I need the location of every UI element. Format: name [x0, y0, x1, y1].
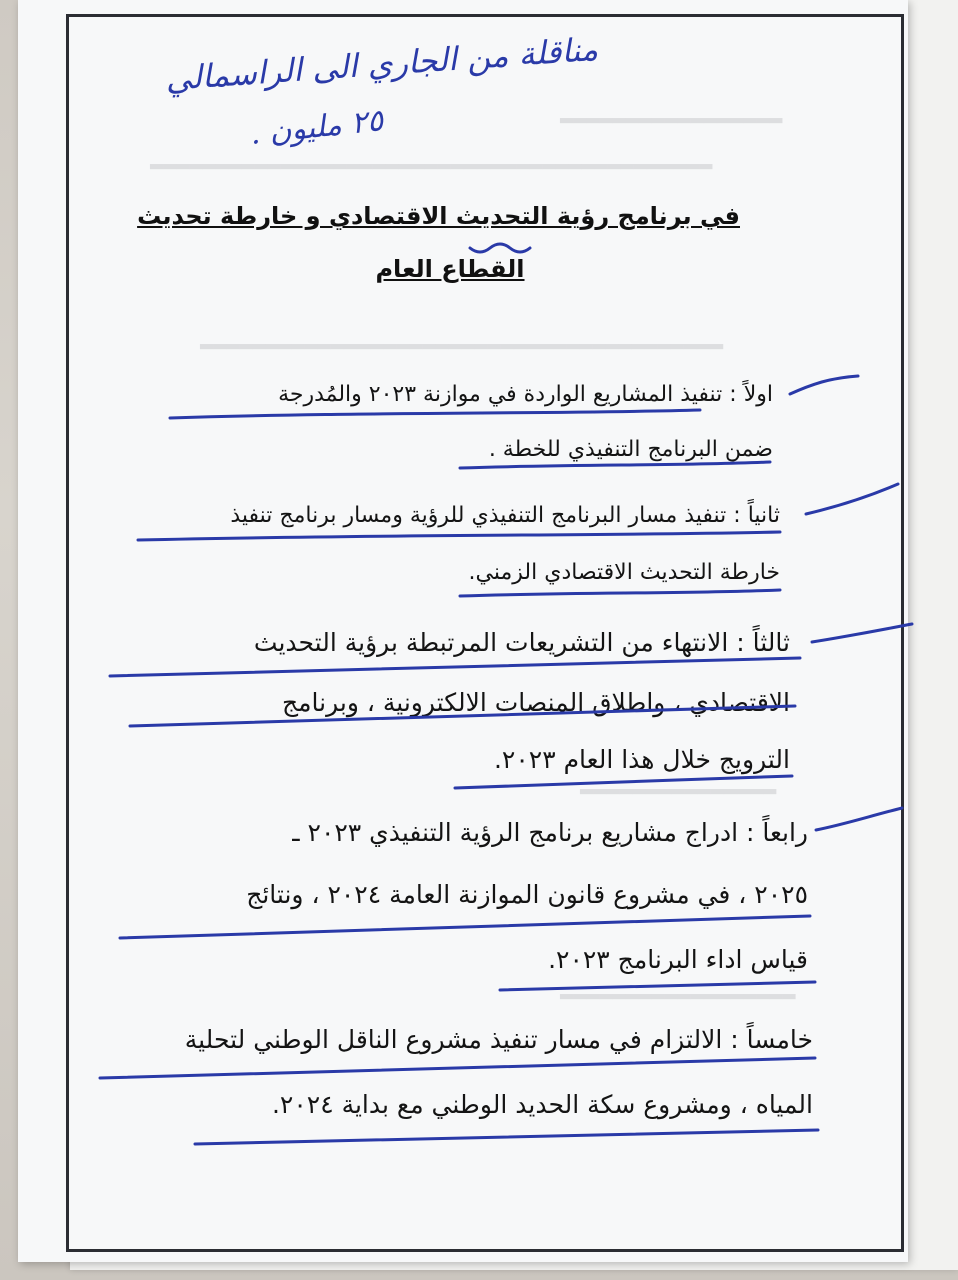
item-1-line-2: ضمن البرنامج التنفيذي للخطة . [488, 437, 773, 462]
item-5-line-1: خامساً : الالتزام في مسار تنفيذ مشروع الناقل الوطني لتحلية [184, 1025, 813, 1054]
item-4-line-2: ٢٠٢٥ ، في مشروع قانون الموازنة العامة ٢٠٢٤ ، ونتائج [246, 880, 808, 909]
item-4-line-1: رابعاً : ادراج مشاريع برنامج الرؤية التنفيذي ٢٠٢٣ ـ [292, 818, 808, 847]
handwritten-note-line-2: ٢٥ مليون . [248, 103, 385, 152]
document-title-line-1: في برنامج رؤية التحديث الاقتصادي و خارطة تحديث [137, 202, 740, 230]
item-3-line-2: الاقتصادي ، واطلاق المنصات الالكترونية ، وبرنامج [281, 688, 790, 717]
bleed-through-text: ▂▂▂▂▂▂▂▂▂▂▂▂▂▂▂▂▂ [560, 104, 783, 124]
item-2-line-2: خارطة التحديث الاقتصادي الزمني. [468, 560, 780, 585]
bleed-through-text: ▂▂▂▂▂▂▂▂▂▂▂▂▂▂▂ [580, 775, 777, 795]
item-4-line-3: قياس اداء البرنامج ٢٠٢٣. [548, 945, 808, 974]
bleed-through-text: ▂▂▂▂▂▂▂▂▂▂▂▂▂▂▂▂▂▂▂▂▂▂▂▂▂▂▂▂▂▂▂▂▂▂▂▂▂▂▂▂ [200, 330, 723, 350]
bleed-through-text: ▂▂▂▂▂▂▂▂▂▂▂▂▂▂▂▂▂▂ [560, 980, 796, 1000]
item-3-line-3: الترويج خلال هذا العام ٢٠٢٣. [493, 745, 790, 774]
item-2-line-1: ثانياً : تنفيذ مسار البرنامج التنفيذي للرؤية ومسار برنامج تنفيذ [230, 503, 780, 528]
bleed-through-text: ▂▂▂▂▂▂▂▂▂▂▂▂▂▂▂▂▂▂▂▂▂▂▂▂▂▂▂▂▂▂▂▂▂▂▂▂▂▂▂▂▂▂▂ [150, 150, 713, 170]
item-3-line-1: ثالثاً : الانتهاء من التشريعات المرتبطة برؤية التحديث [253, 628, 790, 657]
item-1-line-1: اولاً : تنفيذ المشاريع الواردة في موازنة ٢٠٢٣ والمُدرجة [278, 382, 773, 407]
document-title-line-2: القطاع العام [375, 255, 525, 283]
item-5-line-2: المياه ، ومشروع سكة الحديد الوطني مع بداية ٢٠٢٤. [271, 1090, 813, 1119]
handwritten-note-line-1: مناقلة من الجاري الى الراسمالي [163, 29, 599, 99]
